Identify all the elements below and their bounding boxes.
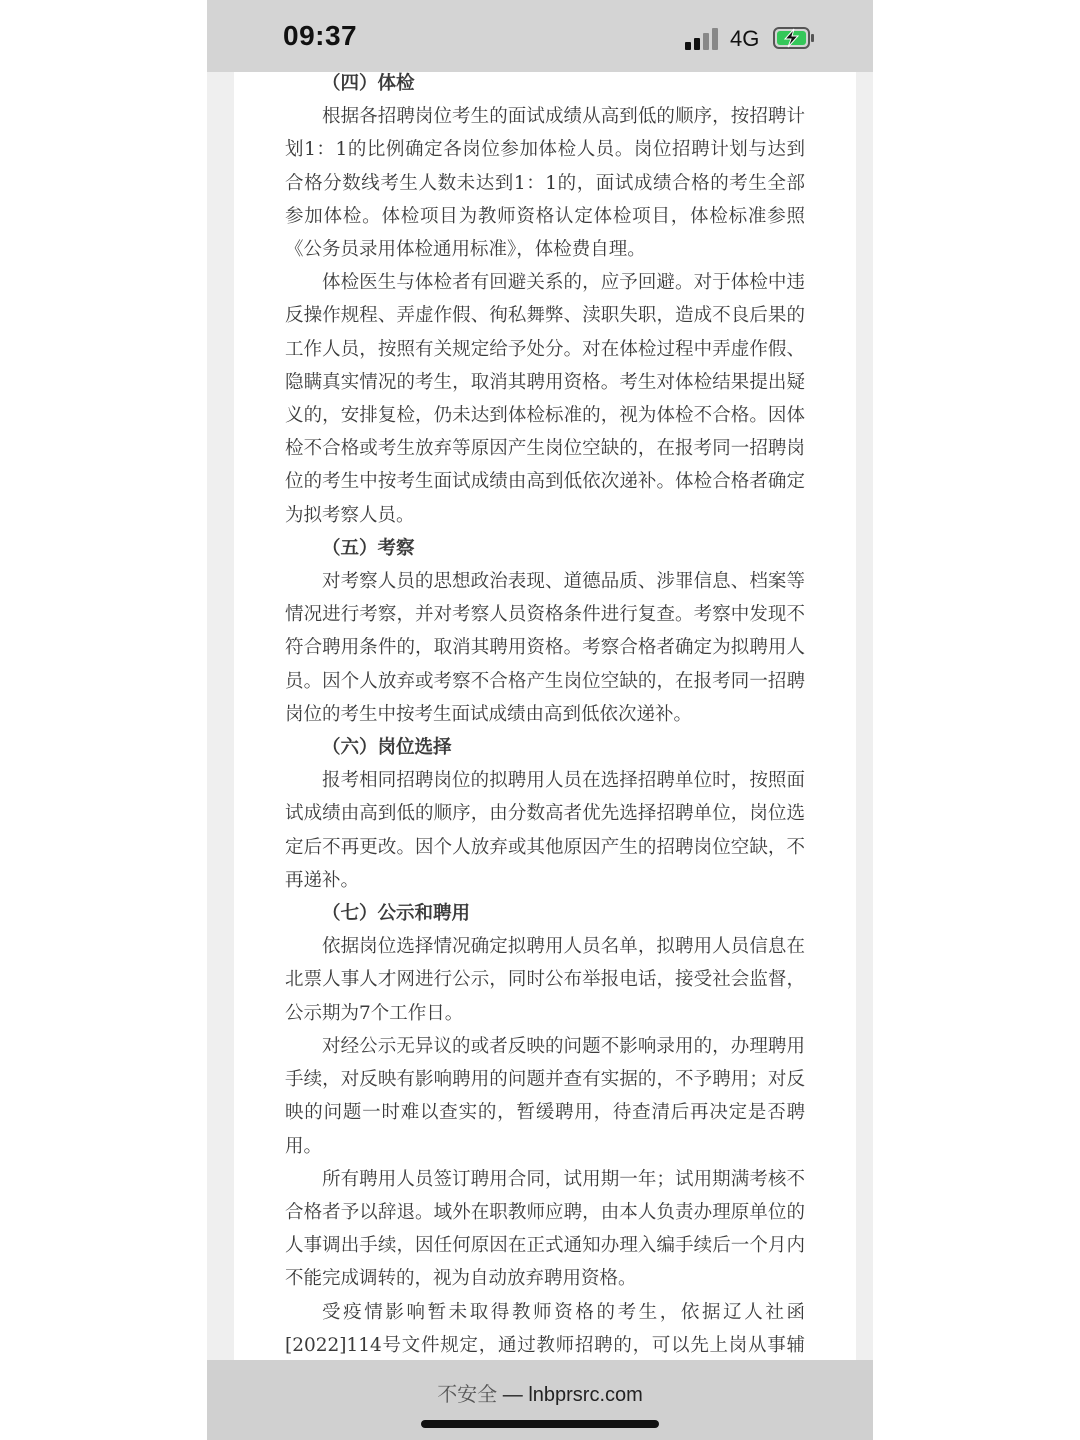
section-heading-position-selection: （六）岗位选择 (322, 737, 452, 759)
page-margin-right (856, 72, 873, 1360)
section-heading-publicity-hiring: （七）公示和聘用 (322, 903, 471, 925)
paragraph: 对考察人员的思想政治表现、道德品质、涉罪信息、档案等情况进行考察，并对考察人员资格条件进行复查。考察中发现不符合聘用条件的，取消其聘用资格。考察合格者确定为拟聘用人员。因个人放弃或考察不合格产生岗位空缺的，在报考同一招聘岗位的考生中按考生面试成绩由高到低依次递补。 (285, 571, 805, 725)
signal-icon (685, 28, 719, 50)
document-body (285, 72, 805, 1395)
section-heading-inspection: （五）考察 (322, 537, 415, 559)
browser-toolbar (207, 1360, 873, 1440)
paragraph: 受疫情影响暂未取得教师资格的考生，依据辽人社函[2022]114号文件规定，通过教师招聘的，可以先上岗从事辅 (285, 1301, 805, 1356)
address-domain: lnbprsrc.com (528, 1384, 643, 1406)
page-margin-left (207, 72, 234, 1360)
paragraph: 依据岗位选择情况确定拟聘用人员名单，拟聘用人员信息在北票人事人才网进行公示，同时公布举报电话，接受社会监督，公示期为7个工作日。 (285, 936, 805, 1024)
phone-screen (207, 0, 873, 1440)
paragraph: 体检医生与体检者有回避关系的，应予回避。对于体检中违反操作规程、弄虚作假、徇私舞弊、渎职失职，造成不良后果的工作人员，按照有关规定给予处分。对在体检过程中弄虚作假、隐瞒真实情况的考生，取消其聘用资格。考生对体检结果提出疑义的，安排复检，仍未达到体检标准的，视为体检不合格。因体检不合格或考生放弃等原因产生岗位空缺的，在报考同一招聘岗位的考生中按考生面试成绩由高到低依次递补。体检合格者确定为拟考察人员。 (285, 272, 805, 526)
address-separator: — (502, 1384, 523, 1406)
paragraph: 所有聘用人员签订聘用合同，试用期一年；试用期满考核不合格者予以辞退。域外在职教师应聘，由本人负责办理原单位的人事调出手续，因任何原因在正式通知办理入编手续后一个月内不能完成调转的，视为自动放弃聘用资格。 (285, 1168, 805, 1290)
address-bar[interactable] (207, 1378, 873, 1407)
security-label: 不安全 (437, 1384, 498, 1406)
status-bar (207, 0, 873, 72)
network-type: 4G (730, 26, 760, 51)
web-content[interactable] (234, 72, 856, 1360)
paragraph: 报考相同招聘岗位的拟聘用人员在选择招聘单位时，按照面试成绩由高到低的顺序，由分数高者优先选择招聘单位，岗位选定后不再更改。因个人放弃或其他原因产生的招聘岗位空缺，不再递补。 (285, 770, 805, 891)
status-time: 09:37 (283, 20, 358, 51)
paragraph: 对经公示无异议的或者反映的问题不影响录用的，办理聘用手续，对反映有影响聘用的问题并查有实据的，不予聘用；对反映的问题一时难以查实的，暂缓聘用，待查清后再决定是否聘用。 (285, 1035, 805, 1157)
battery-charging-icon (773, 26, 815, 50)
paragraph: 根据各招聘岗位考生的面试成绩从高到低的顺序，按招聘计划1：1的比例确定各岗位参加体检人员。岗位招聘计划与达到合格分数线考生人数未达到1：1的，面试成绩合格的考生全部参加体检。体检项目为教师资格认定体检项目，体检标准参照《公务员录用体检通用标准》，体检费自理。 (285, 106, 805, 261)
section-heading-physical-exam: （四）体检 (322, 73, 415, 94)
home-indicator[interactable] (421, 1420, 659, 1428)
